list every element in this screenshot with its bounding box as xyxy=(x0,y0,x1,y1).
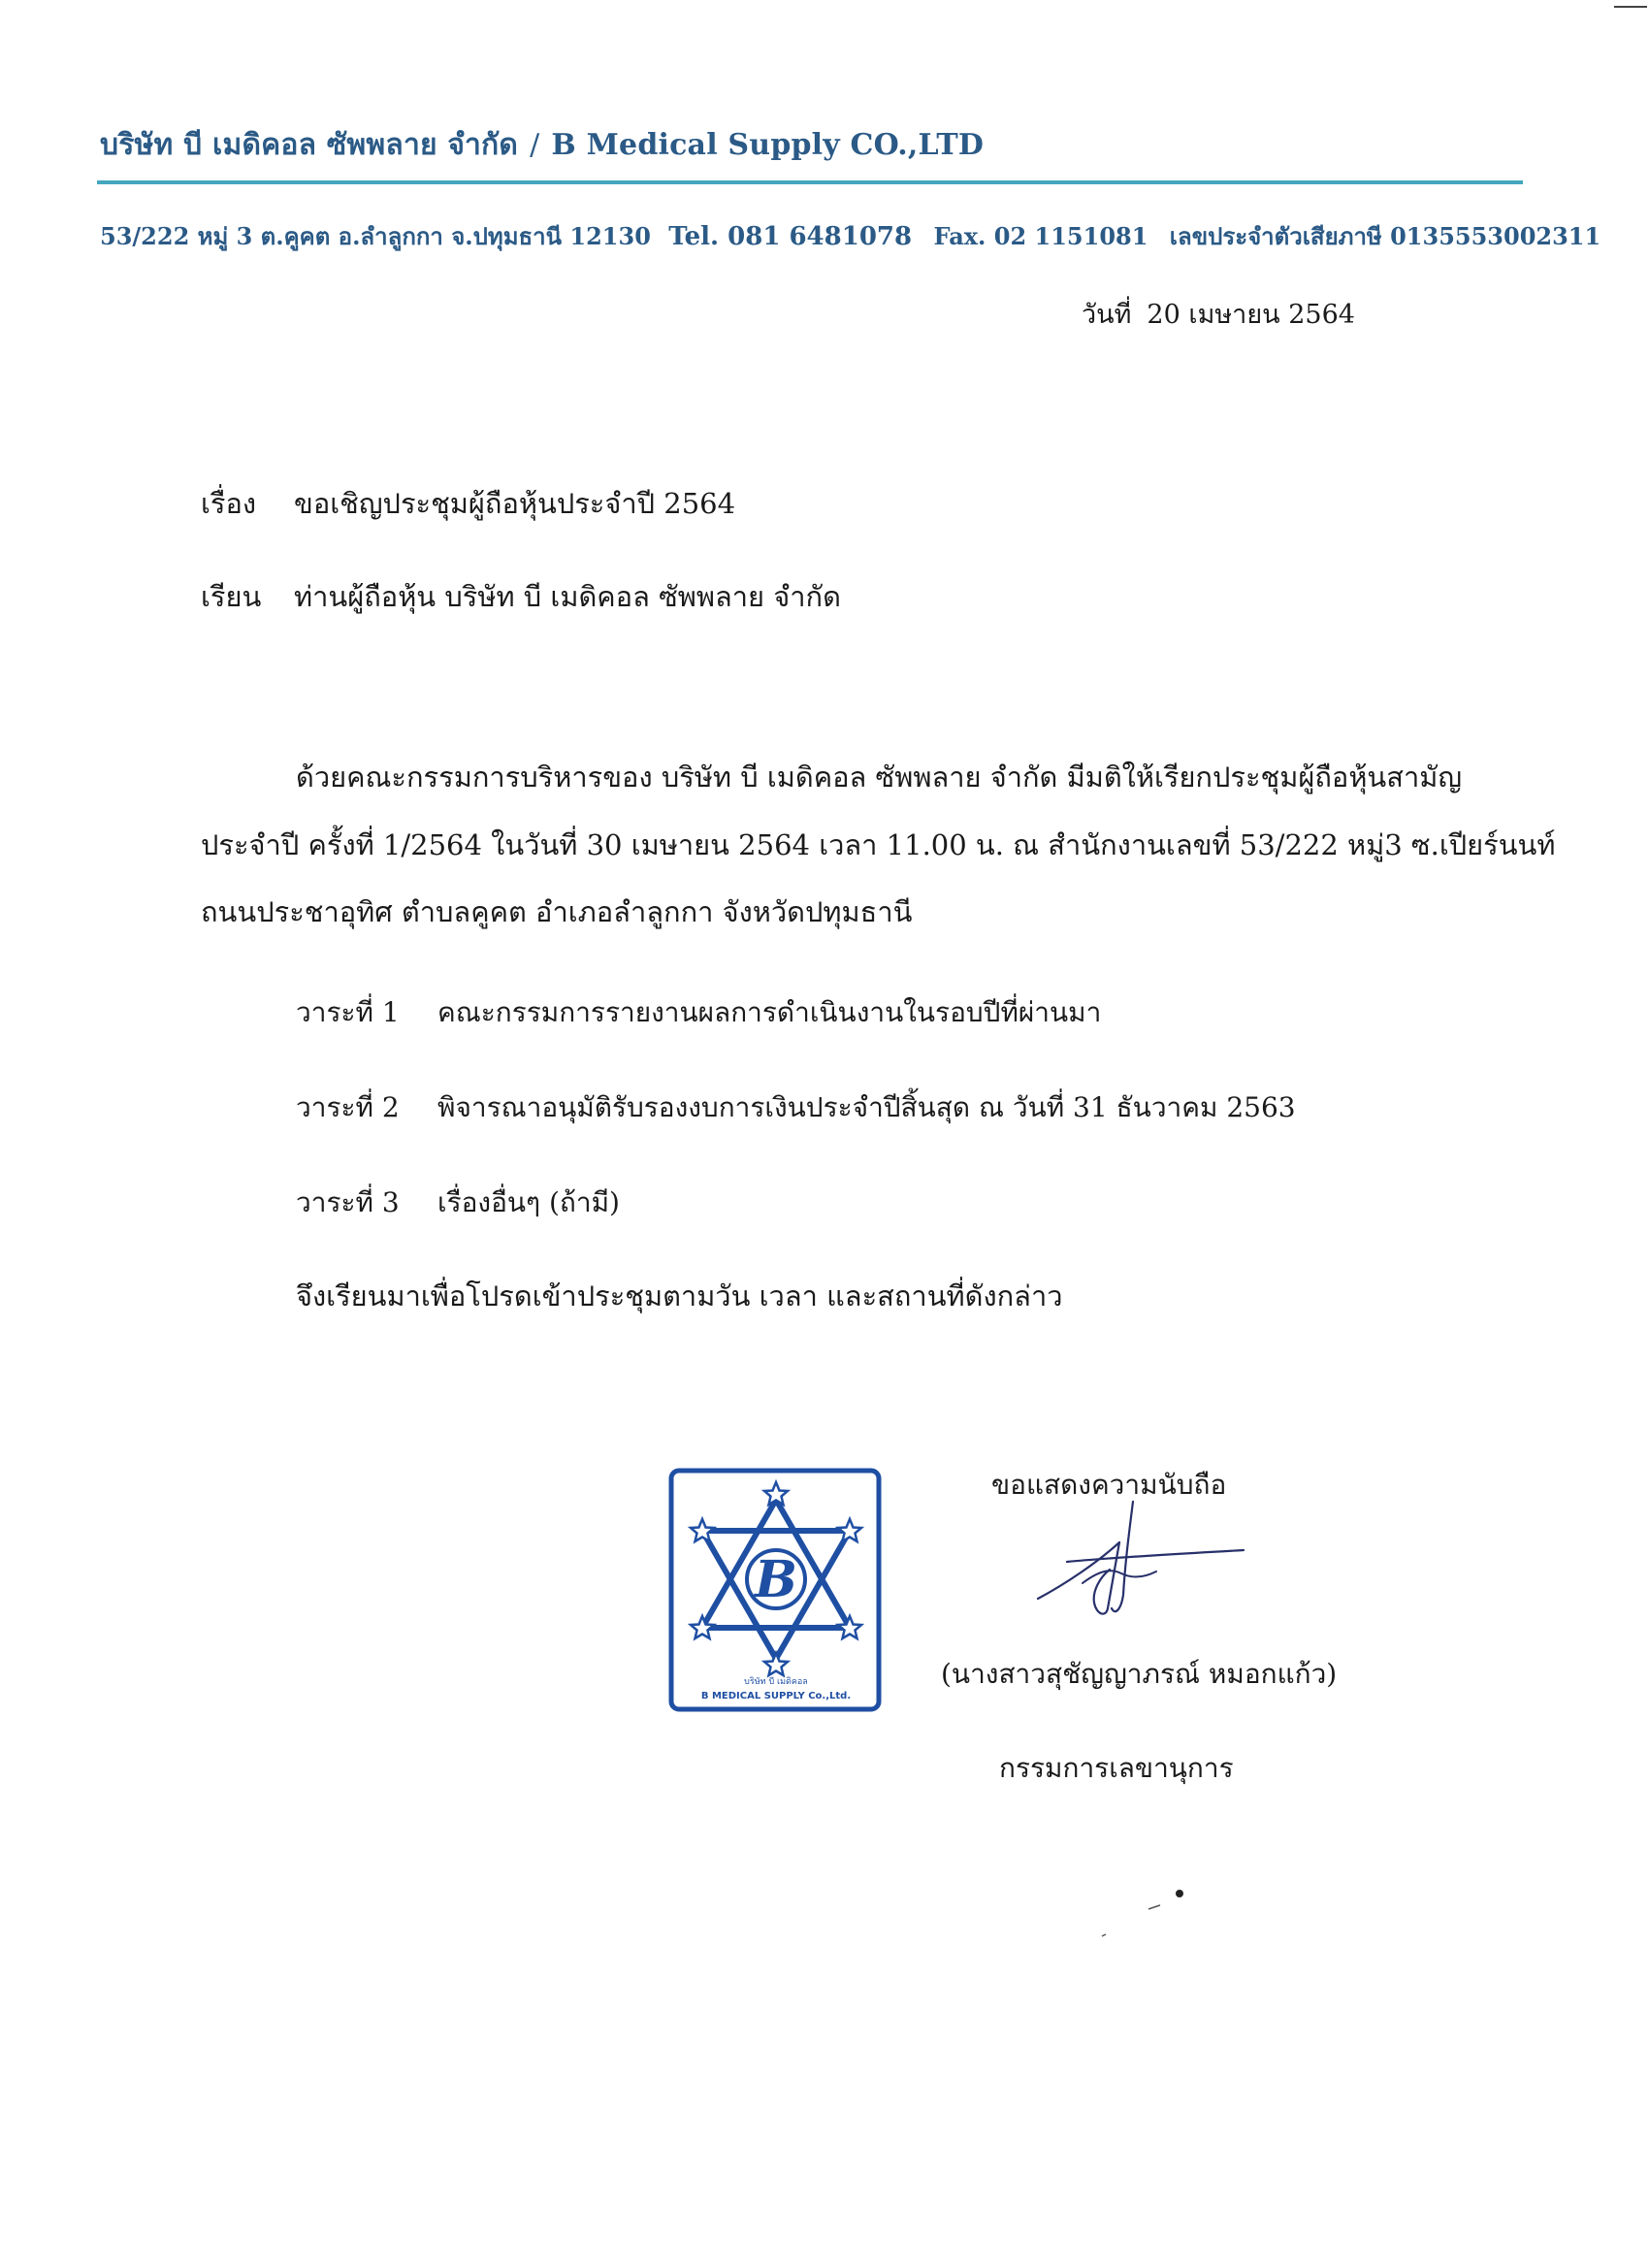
header-divider xyxy=(97,180,1523,184)
stamp-text-thai: บริษัท บี เมดิคอล xyxy=(744,1677,808,1687)
recipient-line xyxy=(201,574,841,619)
agenda-text: พิจารณาอนุมัติรับรองงบการเงินประจำปีสิ้นสุด ณ วันที่ 31 ธันวาคม 2563 xyxy=(437,1091,1296,1123)
agenda-item xyxy=(296,1086,1296,1129)
subject-line xyxy=(201,481,735,526)
company-address: 53/222 หมู่ 3 ต.คูคต อ.ลำลูกกา จ.ปทุมธานี 12130 xyxy=(100,222,651,250)
subject-text: ขอเชิญประชุมผู้ถือหุ้นประจำปี 2564 xyxy=(294,487,736,520)
signer-title: กรรมการเลขานุการ xyxy=(999,1752,1234,1784)
company-fax: Fax. 02 1151081 xyxy=(933,222,1148,250)
stamp-text-english: B MEDICAL SUPPLY Co.,Ltd. xyxy=(700,1691,852,1701)
body-line-3: ถนนประชาอุทิศ ตำบลคูคต อำเภอลำลูกกา จังหวัดปทุมธานี xyxy=(201,895,913,928)
stamp-letter: B xyxy=(755,1550,797,1609)
company-header xyxy=(100,122,984,168)
company-name-english: B Medical Supply CO.,LTD xyxy=(551,128,985,162)
handwritten-signature xyxy=(1028,1494,1251,1630)
recipient-text: ท่านผู้ถือหุ้น บริษัท บี เมดิคอล ซัพพลาย จำกัด xyxy=(294,580,841,613)
agenda-item xyxy=(296,1182,620,1224)
agenda-number: วาระที่ 2 xyxy=(296,1091,400,1123)
company-phone: Tel. 081 6481078 xyxy=(668,222,913,251)
date-value: 20 เมษายน 2564 xyxy=(1147,300,1355,330)
body-line-2: ประจำปี ครั้งที่ 1/2564 ในวันที่ 30 เมษายน 2564 เวลา 11.00 น. ณ สำนักงานเลขที่ 53/222 หมู่3 ซ.เปียร์นนท์ xyxy=(201,828,1556,861)
scan-corner-mark xyxy=(1614,6,1647,8)
agenda-number: วาระที่ 1 xyxy=(296,996,400,1028)
agenda-item xyxy=(296,991,1101,1034)
body-line-1: ด้วยคณะกรรมการบริหารของ บริษัท บี เมดิคอล ซัพพลาย จำกัด มีมติให้เรียกประชุมผู้ถือหุ้นสามัญ xyxy=(296,761,1463,794)
date-label: วันที่ xyxy=(1082,300,1132,330)
letter-date xyxy=(1082,293,1355,335)
scan-speck xyxy=(1096,1882,1193,1940)
agenda-text: เรื่องอื่นๆ (ถ้ามี) xyxy=(437,1186,620,1218)
recipient-label: เรียน xyxy=(201,580,262,613)
company-tax-id: เลขประจำตัวเสียภาษี 0135553002311 xyxy=(1169,222,1601,250)
company-stamp xyxy=(667,1465,885,1717)
agenda-text: คณะกรรมการรายงานผลการดำเนินงานในรอบปีที่ผ่านมา xyxy=(437,996,1102,1028)
header-separator: / xyxy=(530,128,540,162)
agenda-number: วาระที่ 3 xyxy=(296,1186,400,1218)
subject-label: เรื่อง xyxy=(201,487,257,520)
regards-line: ขอแสดงความนับถือ xyxy=(991,1469,1227,1501)
company-name-thai: บริษัท บี เมดิคอล ซัพพลาย จำกัด xyxy=(100,128,519,162)
signer-name: (นางสาวสุชัญญาภรณ์ หมอกแก้ว) xyxy=(941,1658,1338,1690)
company-address-line xyxy=(100,217,1600,255)
closing-sentence: จึงเรียนมาเพื่อโปรดเข้าประชุมตามวัน เวลา และสถานที่ดังกล่าว xyxy=(296,1280,1063,1312)
